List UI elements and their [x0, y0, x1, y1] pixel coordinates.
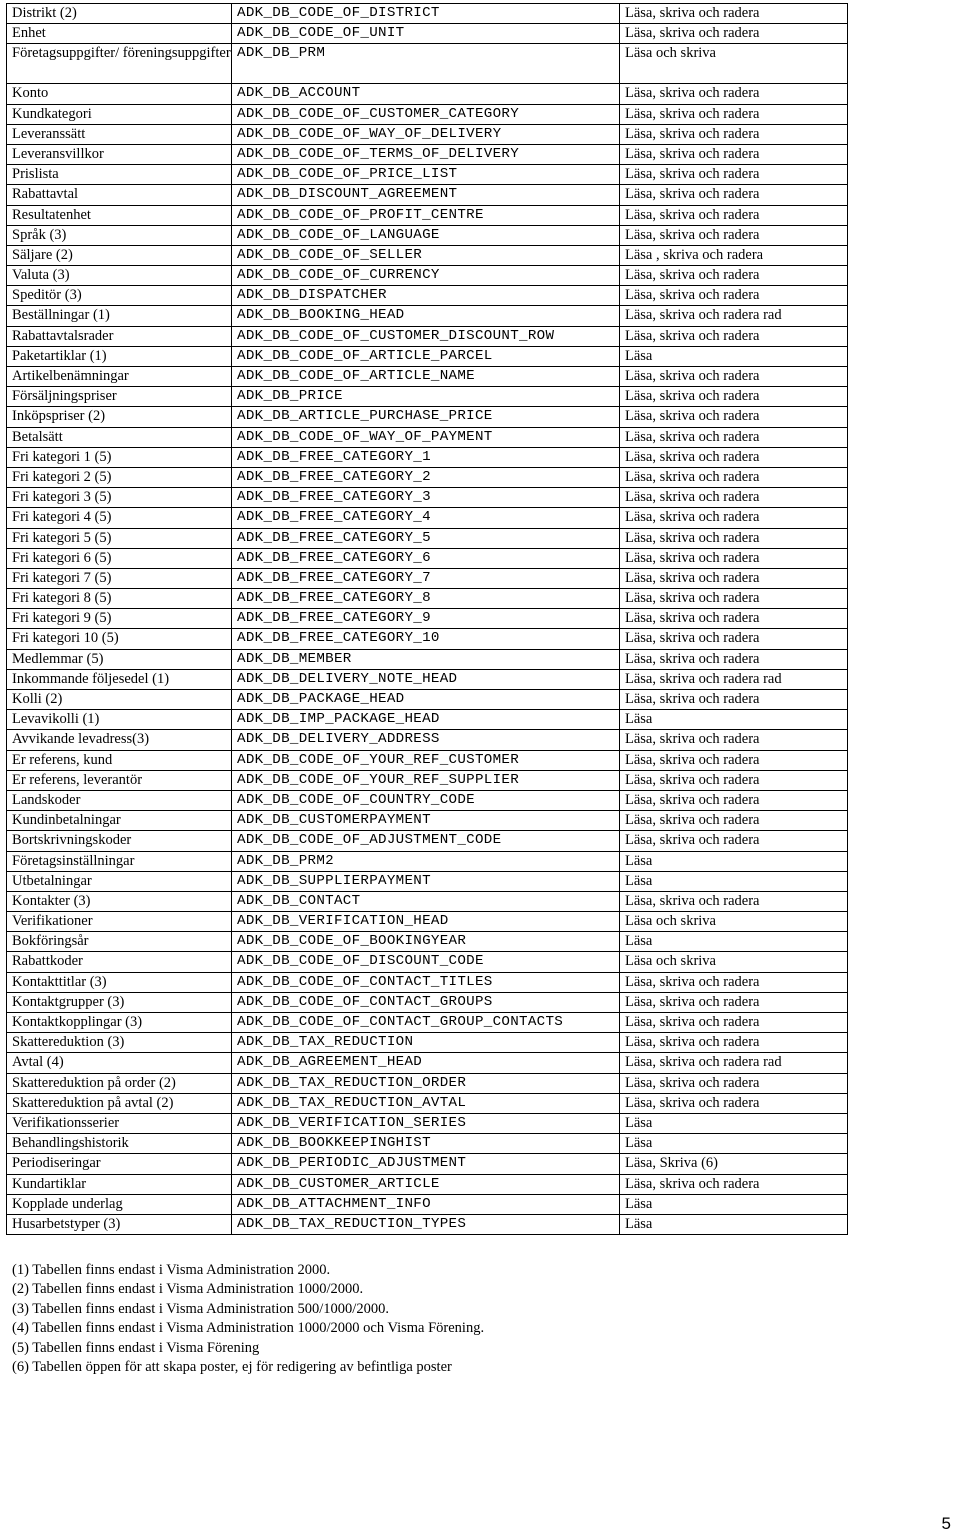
- table-name-cell: Skattereduktion på order (2): [7, 1073, 232, 1093]
- permission-cell: Läsa, skriva och radera: [620, 629, 848, 649]
- permission-cell: Läsa, skriva och radera: [620, 387, 848, 407]
- db-table-code-cell: ADK_DB_TAX_REDUCTION: [232, 1033, 620, 1053]
- permission-cell: Läsa, skriva och radera: [620, 811, 848, 831]
- db-table-code-cell: ADK_DB_PRM: [232, 44, 620, 84]
- db-table-code-cell: ADK_DB_CODE_OF_ADJUSTMENT_CODE: [232, 831, 620, 851]
- db-table-code-cell: ADK_DB_CODE_OF_CUSTOMER_DISCOUNT_ROW: [232, 326, 620, 346]
- table-name-cell: Avtal (4): [7, 1053, 232, 1073]
- table-name-cell: Fri kategori 2 (5): [7, 467, 232, 487]
- table-name-cell: Fri kategori 9 (5): [7, 609, 232, 629]
- db-table-code-cell: ADK_DB_TAX_REDUCTION_AVTAL: [232, 1093, 620, 1113]
- db-table-code-cell: ADK_DB_CODE_OF_ARTICLE_PARCEL: [232, 346, 620, 366]
- table-row: [7, 1214, 848, 1234]
- permission-cell: Läsa, skriva och radera: [620, 266, 848, 286]
- table-row: [7, 891, 848, 911]
- table-name-cell: Säljare (2): [7, 245, 232, 265]
- table-name-cell: Kontakttitlar (3): [7, 972, 232, 992]
- db-table-code-cell: ADK_DB_PRICE: [232, 387, 620, 407]
- table-name-cell: Verifikationer: [7, 912, 232, 932]
- permission-cell: Läsa, skriva och radera: [620, 165, 848, 185]
- db-table-code-cell: ADK_DB_CODE_OF_PRICE_LIST: [232, 165, 620, 185]
- permission-cell: Läsa, skriva och radera: [620, 326, 848, 346]
- table-name-cell: Behandlingshistorik: [7, 1134, 232, 1154]
- table-name-cell: Skattereduktion på avtal (2): [7, 1093, 232, 1113]
- table-row: [7, 84, 848, 104]
- table-row: [7, 387, 848, 407]
- table-row: [7, 871, 848, 891]
- table-name-cell: Fri kategori 5 (5): [7, 528, 232, 548]
- permission-cell: Läsa, skriva och radera: [620, 790, 848, 810]
- table-row: [7, 1134, 848, 1154]
- permission-cell: Läsa, skriva och radera: [620, 770, 848, 790]
- table-name-cell: Kontaktkopplingar (3): [7, 1013, 232, 1033]
- permission-cell: Läsa, skriva och radera: [620, 750, 848, 770]
- db-table-code-cell: ADK_DB_CODE_OF_CONTACT_TITLES: [232, 972, 620, 992]
- table-name-cell: Levavikolli (1): [7, 710, 232, 730]
- permission-cell: Läsa, skriva och radera: [620, 467, 848, 487]
- table-row: [7, 1174, 848, 1194]
- table-row: [7, 467, 848, 487]
- permission-cell: Läsa, skriva och radera: [620, 690, 848, 710]
- db-table-code-cell: ADK_DB_DISPATCHER: [232, 286, 620, 306]
- table-name-cell: Inkommande följesedel (1): [7, 669, 232, 689]
- db-table-code-cell: ADK_DB_VERIFICATION_SERIES: [232, 1113, 620, 1133]
- db-table-code-cell: ADK_DB_FREE_CATEGORY_6: [232, 548, 620, 568]
- table-row: [7, 770, 848, 790]
- db-table-code-cell: ADK_DB_CODE_OF_COUNTRY_CODE: [232, 790, 620, 810]
- permissions-table: [6, 3, 848, 1235]
- table-row: [7, 1154, 848, 1174]
- footnote: (2) Tabellen finns endast i Visma Administration 1000/2000.: [12, 1281, 364, 1298]
- permission-cell: Läsa, skriva och radera: [620, 407, 848, 427]
- table-row: [7, 790, 848, 810]
- permission-cell: Läsa, skriva och radera: [620, 1174, 848, 1194]
- db-table-code-cell: ADK_DB_FREE_CATEGORY_4: [232, 508, 620, 528]
- permission-cell: Läsa, skriva och radera: [620, 427, 848, 447]
- table-row: [7, 144, 848, 164]
- db-table-code-cell: ADK_DB_ACCOUNT: [232, 84, 620, 104]
- table-row: [7, 952, 848, 972]
- table-name-cell: Fri kategori 8 (5): [7, 589, 232, 609]
- db-table-code-cell: ADK_DB_CODE_OF_PROFIT_CENTRE: [232, 205, 620, 225]
- permission-cell: Läsa, skriva och radera rad: [620, 669, 848, 689]
- table-row: [7, 750, 848, 770]
- db-table-code-cell: ADK_DB_CONTACT: [232, 891, 620, 911]
- db-table-code-cell: ADK_DB_FREE_CATEGORY_8: [232, 589, 620, 609]
- table-row: [7, 730, 848, 750]
- table-name-cell: Utbetalningar: [7, 871, 232, 891]
- table-name-cell: Fri kategori 1 (5): [7, 447, 232, 467]
- table-name-cell: Resultatenhet: [7, 205, 232, 225]
- table-row: [7, 104, 848, 124]
- db-table-code-cell: ADK_DB_BOOKING_HEAD: [232, 306, 620, 326]
- permission-cell: Läsa, skriva och radera: [620, 891, 848, 911]
- permission-cell: Läsa, skriva och radera: [620, 730, 848, 750]
- table-name-cell: Er referens, kund: [7, 750, 232, 770]
- table-row: [7, 1113, 848, 1133]
- table-name-cell: Språk (3): [7, 225, 232, 245]
- table-name-cell: Valuta (3): [7, 266, 232, 286]
- table-name-cell: Landskoder: [7, 790, 232, 810]
- permission-cell: Läsa, skriva och radera: [620, 649, 848, 669]
- table-row: [7, 185, 848, 205]
- table-row: [7, 972, 848, 992]
- permission-cell: Läsa, skriva och radera: [620, 24, 848, 44]
- db-table-code-cell: ADK_DB_CODE_OF_BOOKINGYEAR: [232, 932, 620, 952]
- db-table-code-cell: ADK_DB_FREE_CATEGORY_7: [232, 568, 620, 588]
- table-row: [7, 124, 848, 144]
- table-name-cell: Bortskrivningskoder: [7, 831, 232, 851]
- table-row: [7, 568, 848, 588]
- table-row: [7, 44, 848, 84]
- table-name-cell: Inköpspriser (2): [7, 407, 232, 427]
- db-table-code-cell: ADK_DB_FREE_CATEGORY_3: [232, 488, 620, 508]
- permission-cell: Läsa, skriva och radera: [620, 508, 848, 528]
- db-table-code-cell: ADK_DB_CODE_OF_YOUR_REF_SUPPLIER: [232, 770, 620, 790]
- db-table-code-cell: ADK_DB_CODE_OF_TERMS_OF_DELIVERY: [232, 144, 620, 164]
- db-table-code-cell: ADK_DB_CODE_OF_ARTICLE_NAME: [232, 367, 620, 387]
- db-table-code-cell: ADK_DB_IMP_PACKAGE_HEAD: [232, 710, 620, 730]
- table-row: [7, 225, 848, 245]
- db-table-code-cell: ADK_DB_FREE_CATEGORY_9: [232, 609, 620, 629]
- table-row: [7, 1013, 848, 1033]
- table-row: [7, 24, 848, 44]
- table-row: [7, 992, 848, 1012]
- permission-cell: Läsa, skriva och radera: [620, 124, 848, 144]
- table-row: [7, 831, 848, 851]
- footnote: (5) Tabellen finns endast i Visma Förening: [12, 1339, 260, 1356]
- table-name-cell: Företagsuppgifter/ föreningsuppgifter: [7, 44, 232, 84]
- db-table-code-cell: ADK_DB_CUSTOMERPAYMENT: [232, 811, 620, 831]
- permission-cell: Läsa: [620, 932, 848, 952]
- table-name-cell: Rabattavtalsrader: [7, 326, 232, 346]
- table-name-cell: Distrikt (2): [7, 4, 232, 24]
- db-table-code-cell: ADK_DB_CODE_OF_CUSTOMER_CATEGORY: [232, 104, 620, 124]
- permission-cell: Läsa, skriva och radera: [620, 185, 848, 205]
- table-name-cell: Artikelbenämningar: [7, 367, 232, 387]
- footnotes: [12, 1261, 484, 1377]
- db-table-code-cell: ADK_DB_CODE_OF_LANGUAGE: [232, 225, 620, 245]
- table-name-cell: Periodiseringar: [7, 1154, 232, 1174]
- table-row: [7, 1093, 848, 1113]
- permission-cell: Läsa , skriva och radera: [620, 245, 848, 265]
- permission-cell: Läsa och skriva: [620, 912, 848, 932]
- permission-cell: Läsa, skriva och radera: [620, 972, 848, 992]
- db-table-code-cell: ADK_DB_CODE_OF_UNIT: [232, 24, 620, 44]
- table-row: [7, 528, 848, 548]
- db-table-code-cell: ADK_DB_DELIVERY_ADDRESS: [232, 730, 620, 750]
- permission-cell: Läsa, skriva och radera: [620, 104, 848, 124]
- table-row: [7, 690, 848, 710]
- table-name-cell: Försäljningspriser: [7, 387, 232, 407]
- db-table-code-cell: ADK_DB_CODE_OF_YOUR_REF_CUSTOMER: [232, 750, 620, 770]
- permission-cell: Läsa, skriva och radera: [620, 367, 848, 387]
- permission-cell: Läsa, skriva och radera: [620, 4, 848, 24]
- table-row: [7, 286, 848, 306]
- permission-cell: Läsa, skriva och radera rad: [620, 1053, 848, 1073]
- table-name-cell: Leveranssätt: [7, 124, 232, 144]
- table-name-cell: Fri kategori 10 (5): [7, 629, 232, 649]
- table-row: [7, 649, 848, 669]
- permission-cell: Läsa, skriva och radera: [620, 589, 848, 609]
- permission-cell: Läsa, skriva och radera: [620, 205, 848, 225]
- table-row: [7, 629, 848, 649]
- permission-cell: Läsa, skriva och radera: [620, 1013, 848, 1033]
- table-name-cell: Fri kategori 6 (5): [7, 548, 232, 568]
- db-table-code-cell: ADK_DB_CODE_OF_SELLER: [232, 245, 620, 265]
- table-row: [7, 932, 848, 952]
- table-name-cell: Fri kategori 3 (5): [7, 488, 232, 508]
- table-row: [7, 326, 848, 346]
- permission-cell: Läsa, skriva och radera: [620, 447, 848, 467]
- permission-cell: Läsa, skriva och radera: [620, 1093, 848, 1113]
- permission-cell: Läsa, skriva och radera: [620, 992, 848, 1012]
- table-row: [7, 367, 848, 387]
- table-name-cell: Bokföringsår: [7, 932, 232, 952]
- table-name-cell: Kontaktgrupper (3): [7, 992, 232, 1012]
- table-row: [7, 205, 848, 225]
- table-row: [7, 609, 848, 629]
- db-table-code-cell: ADK_DB_PACKAGE_HEAD: [232, 690, 620, 710]
- db-table-code-cell: ADK_DB_CUSTOMER_ARTICLE: [232, 1174, 620, 1194]
- permission-cell: Läsa och skriva: [620, 952, 848, 972]
- permission-cell: Läsa: [620, 1134, 848, 1154]
- table-row: [7, 912, 848, 932]
- db-table-code-cell: ADK_DB_TAX_REDUCTION_ORDER: [232, 1073, 620, 1093]
- permission-cell: Läsa, skriva och radera: [620, 1033, 848, 1053]
- table-row: [7, 1053, 848, 1073]
- db-table-code-cell: ADK_DB_AGREEMENT_HEAD: [232, 1053, 620, 1073]
- permission-cell: Läsa, skriva och radera: [620, 568, 848, 588]
- table-row: [7, 1073, 848, 1093]
- table-name-cell: Kontakter (3): [7, 891, 232, 911]
- table-name-cell: Avvikande levadress(3): [7, 730, 232, 750]
- db-table-code-cell: ADK_DB_CODE_OF_CONTACT_GROUP_CONTACTS: [232, 1013, 620, 1033]
- table-row: [7, 811, 848, 831]
- db-table-code-cell: ADK_DB_ATTACHMENT_INFO: [232, 1194, 620, 1214]
- db-table-code-cell: ADK_DB_ARTICLE_PURCHASE_PRICE: [232, 407, 620, 427]
- db-table-code-cell: ADK_DB_FREE_CATEGORY_10: [232, 629, 620, 649]
- table-name-cell: Paketartiklar (1): [7, 346, 232, 366]
- db-table-code-cell: ADK_DB_DELIVERY_NOTE_HEAD: [232, 669, 620, 689]
- table-name-cell: Beställningar (1): [7, 306, 232, 326]
- table-row: [7, 1033, 848, 1053]
- table-name-cell: Skattereduktion (3): [7, 1033, 232, 1053]
- table-name-cell: Verifikationsserier: [7, 1113, 232, 1133]
- table-name-cell: Leveransvillkor: [7, 144, 232, 164]
- table-row: [7, 4, 848, 24]
- db-table-code-cell: ADK_DB_DISCOUNT_AGREEMENT: [232, 185, 620, 205]
- table-name-cell: Konto: [7, 84, 232, 104]
- table-name-cell: Prislista: [7, 165, 232, 185]
- table-name-cell: Er referens, leverantör: [7, 770, 232, 790]
- permission-cell: Läsa, skriva och radera: [620, 831, 848, 851]
- permission-cell: Läsa: [620, 1214, 848, 1234]
- table-name-cell: Kundinbetalningar: [7, 811, 232, 831]
- footnote: (4) Tabellen finns endast i Visma Administration 1000/2000 och Visma Förening.: [12, 1320, 485, 1337]
- permission-cell: Läsa, skriva och radera: [620, 84, 848, 104]
- table-name-cell: Husarbetstyper (3): [7, 1214, 232, 1234]
- db-table-code-cell: ADK_DB_TAX_REDUCTION_TYPES: [232, 1214, 620, 1234]
- table-name-cell: Betalsätt: [7, 427, 232, 447]
- table-row: [7, 266, 848, 286]
- permissions-table-body: [7, 4, 848, 1235]
- permission-cell: Läsa, skriva och radera rad: [620, 306, 848, 326]
- table-name-cell: Rabattavtal: [7, 185, 232, 205]
- db-table-code-cell: ADK_DB_CODE_OF_WAY_OF_DELIVERY: [232, 124, 620, 144]
- table-name-cell: Medlemmar (5): [7, 649, 232, 669]
- permission-cell: Läsa: [620, 710, 848, 730]
- permission-cell: Läsa: [620, 851, 848, 871]
- permission-cell: Läsa, skriva och radera: [620, 609, 848, 629]
- permission-cell: Läsa, skriva och radera: [620, 286, 848, 306]
- permission-cell: Läsa, skriva och radera: [620, 488, 848, 508]
- table-name-cell: Rabattkoder: [7, 952, 232, 972]
- table-name-cell: Kopplade underlag: [7, 1194, 232, 1214]
- page-number: 5: [941, 1514, 951, 1533]
- table-row: [7, 488, 848, 508]
- table-name-cell: Kolli (2): [7, 690, 232, 710]
- footnote: (3) Tabellen finns endast i Visma Administration 500/1000/2000.: [12, 1300, 389, 1317]
- table-row: [7, 427, 848, 447]
- db-table-code-cell: ADK_DB_PERIODIC_ADJUSTMENT: [232, 1154, 620, 1174]
- table-name-cell: Företagsinställningar: [7, 851, 232, 871]
- footnote: (6) Tabellen öppen för att skapa poster, ej för redigering av befintliga poster: [12, 1359, 452, 1376]
- db-table-code-cell: ADK_DB_BOOKKEEPINGHIST: [232, 1134, 620, 1154]
- table-name-cell: Fri kategori 7 (5): [7, 568, 232, 588]
- permission-cell: Läsa: [620, 871, 848, 891]
- table-row: [7, 710, 848, 730]
- table-row: [7, 589, 848, 609]
- db-table-code-cell: ADK_DB_SUPPLIERPAYMENT: [232, 871, 620, 891]
- permission-cell: Läsa: [620, 1113, 848, 1133]
- db-table-code-cell: ADK_DB_CODE_OF_DISTRICT: [232, 4, 620, 24]
- table-name-cell: Kundartiklar: [7, 1174, 232, 1194]
- table-name-cell: Enhet: [7, 24, 232, 44]
- db-table-code-cell: ADK_DB_CODE_OF_CONTACT_GROUPS: [232, 992, 620, 1012]
- permission-cell: Läsa, skriva och radera: [620, 225, 848, 245]
- permission-cell: Läsa, skriva och radera: [620, 548, 848, 568]
- permission-cell: Läsa: [620, 1194, 848, 1214]
- db-table-code-cell: ADK_DB_FREE_CATEGORY_5: [232, 528, 620, 548]
- table-row: [7, 447, 848, 467]
- db-table-code-cell: ADK_DB_CODE_OF_WAY_OF_PAYMENT: [232, 427, 620, 447]
- permission-cell: Läsa, Skriva (6): [620, 1154, 848, 1174]
- db-table-code-cell: ADK_DB_CODE_OF_DISCOUNT_CODE: [232, 952, 620, 972]
- table-row: [7, 346, 848, 366]
- table-row: [7, 306, 848, 326]
- table-row: [7, 245, 848, 265]
- db-table-code-cell: ADK_DB_FREE_CATEGORY_1: [232, 447, 620, 467]
- db-table-code-cell: ADK_DB_VERIFICATION_HEAD: [232, 912, 620, 932]
- permission-cell: Läsa, skriva och radera: [620, 1073, 848, 1093]
- table-row: [7, 669, 848, 689]
- permission-cell: Läsa, skriva och radera: [620, 144, 848, 164]
- footnote: (1) Tabellen finns endast i Visma Administration 2000.: [12, 1262, 331, 1278]
- permission-cell: Läsa och skriva: [620, 44, 848, 84]
- permission-cell: Läsa: [620, 346, 848, 366]
- table-name-cell: Kundkategori: [7, 104, 232, 124]
- table-row: [7, 165, 848, 185]
- db-table-code-cell: ADK_DB_CODE_OF_CURRENCY: [232, 266, 620, 286]
- db-table-code-cell: ADK_DB_PRM2: [232, 851, 620, 871]
- table-row: [7, 407, 848, 427]
- table-row: [7, 508, 848, 528]
- table-name-cell: Speditör (3): [7, 286, 232, 306]
- permission-cell: Läsa, skriva och radera: [620, 528, 848, 548]
- db-table-code-cell: ADK_DB_FREE_CATEGORY_2: [232, 467, 620, 487]
- table-row: [7, 1194, 848, 1214]
- table-row: [7, 851, 848, 871]
- table-row: [7, 548, 848, 568]
- table-name-cell: Fri kategori 4 (5): [7, 508, 232, 528]
- db-table-code-cell: ADK_DB_MEMBER: [232, 649, 620, 669]
